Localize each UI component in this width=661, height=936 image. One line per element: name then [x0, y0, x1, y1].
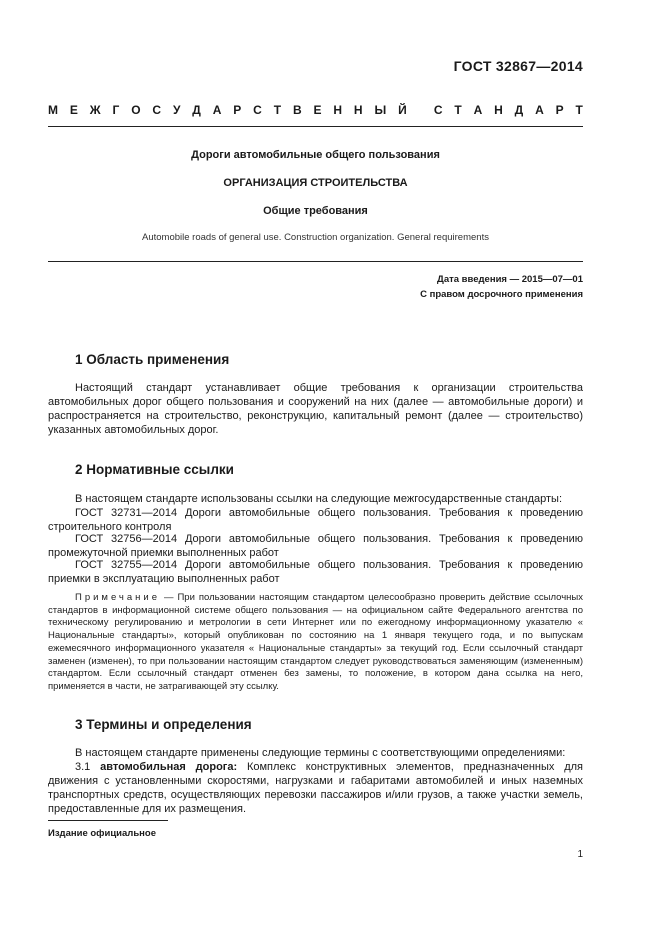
banner-letter: Т	[273, 103, 282, 117]
term-text: Комплекс конструктивных элементов, предназначенных для движения с установленными скоростями, нагрузками и габаритами автомобилей и иных наземных транспортных средств, осуществляющих перевозки пассажиров и/или грузов, а также участки земель, предоставленные для их размещения.	[48, 761, 583, 815]
banner-letter: Н	[333, 103, 343, 117]
note-text: — При пользовании настоящим стандартом целесообразно проверить действие ссылочных стандартов в информационной системе общего пользования — на официальном сайте Федерального агентства по техническому регулированию и метрологии в сети Интернет или по ежегодному информационному указателю « Национальные стандарты», который опубликован по состоянию на 1 января текущего года, и по выпускам ежемесячного информационного указателя « Национальные стандарты» за текущий год. Если ссылочный стандарт заменен (изменен), то при пользовании настоящим стандартом следует руководствоваться заменяющим (измененным) стандартом. Если ссылочный стандарт отменен без замены, то положение, в котором дана ссылка на него, применяется в части, не затрагивающей эту ссылку.	[48, 592, 583, 692]
title-line-2: ОРГАНИЗАЦИЯ СТРОИТЕЛЬСТВА	[223, 177, 408, 189]
banner-letter: М	[48, 103, 58, 117]
normative-reference-1: ГОСТ 32731—2014 Дороги автомобильные общего пользования. Требования к проведению строительного контроля	[48, 507, 583, 533]
banner-letter: Д	[192, 103, 201, 117]
banner-gap	[419, 103, 422, 117]
banner-letter: Д	[514, 103, 524, 117]
banner-letter: С	[152, 103, 162, 117]
banner-letter: Г	[112, 103, 120, 117]
banner-letter: Е	[69, 103, 78, 117]
term-number: 3.1	[75, 761, 101, 773]
banner-letter: О	[131, 103, 141, 117]
banner-letter: Т	[575, 103, 583, 117]
term-name: автомобильная дорога:	[100, 761, 238, 773]
normative-reference-2: ГОСТ 32756—2014 Дороги автомобильные общего пользования. Требования к проведению промежуточной приемки выполненных работ	[48, 533, 583, 559]
introduction-info	[420, 272, 583, 302]
banner-letter: Н	[353, 103, 363, 117]
banner-letter: А	[473, 103, 483, 117]
official-edition: Издание официальное	[48, 828, 156, 839]
note-label: Примечание	[75, 592, 160, 603]
banner-letter: Е	[313, 103, 322, 117]
banner-letter: Р	[555, 103, 564, 117]
footer-rule	[48, 820, 168, 821]
reference-note	[48, 592, 583, 694]
document-code: ГОСТ 32867—2014	[453, 58, 583, 74]
normative-reference-3: ГОСТ 32755—2014 Дороги автомобильные общего пользования. Требования к проведению приемки в эксплуатацию выполненных работ	[48, 559, 583, 585]
banner-letter: С	[433, 103, 443, 117]
banner-letter: Р	[233, 103, 242, 117]
banner-letter: В	[292, 103, 302, 117]
title-line-1: Дороги автомобильные общего пользования	[191, 149, 440, 161]
section-3-heading: 3 Термины и определения	[75, 717, 252, 732]
banner-letter: У	[172, 103, 181, 117]
page-number: 1	[577, 849, 583, 860]
early-application: С правом досрочного применения	[420, 289, 583, 300]
section-1-text: Настоящий стандарт устанавливает общие требования к организации строительства автомобильных дорог общего пользования и сооружений на них (далее — автомобильные дороги) и распространяется на строительство, реконструкцию, капитальный ремонт (далее — строительство) указанных автомобильных дорог.	[48, 382, 583, 436]
banner-letter: А	[535, 103, 544, 117]
term-definition	[48, 760, 583, 816]
section-2-heading: 2 Нормативные ссылки	[75, 462, 234, 477]
title-rule	[48, 261, 583, 262]
section-1-heading: 1 Область применения	[75, 352, 230, 367]
top-rule	[48, 126, 583, 127]
introduction-date: Дата введения — 2015—07—01	[437, 274, 583, 285]
english-title: Automobile roads of general use. Construction organization. General requirements	[142, 232, 489, 243]
banner-letter: С	[253, 103, 262, 117]
banner-letter: Ы	[374, 103, 387, 117]
banner-letter: Т	[454, 103, 462, 117]
banner-letter: Ж	[89, 103, 101, 117]
standard-banner	[48, 103, 583, 117]
section-3-intro: В настоящем стандарте применены следующие термины с соответствующими определениями:	[75, 747, 566, 759]
banner-letter: Н	[494, 103, 503, 117]
banner-letter: Й	[398, 103, 407, 117]
banner-letter: А	[212, 103, 222, 117]
section-2-intro: В настоящем стандарте использованы ссылки на следующие межгосударственные стандарты:	[75, 493, 563, 505]
title-line-3: Общие требования	[263, 205, 368, 217]
